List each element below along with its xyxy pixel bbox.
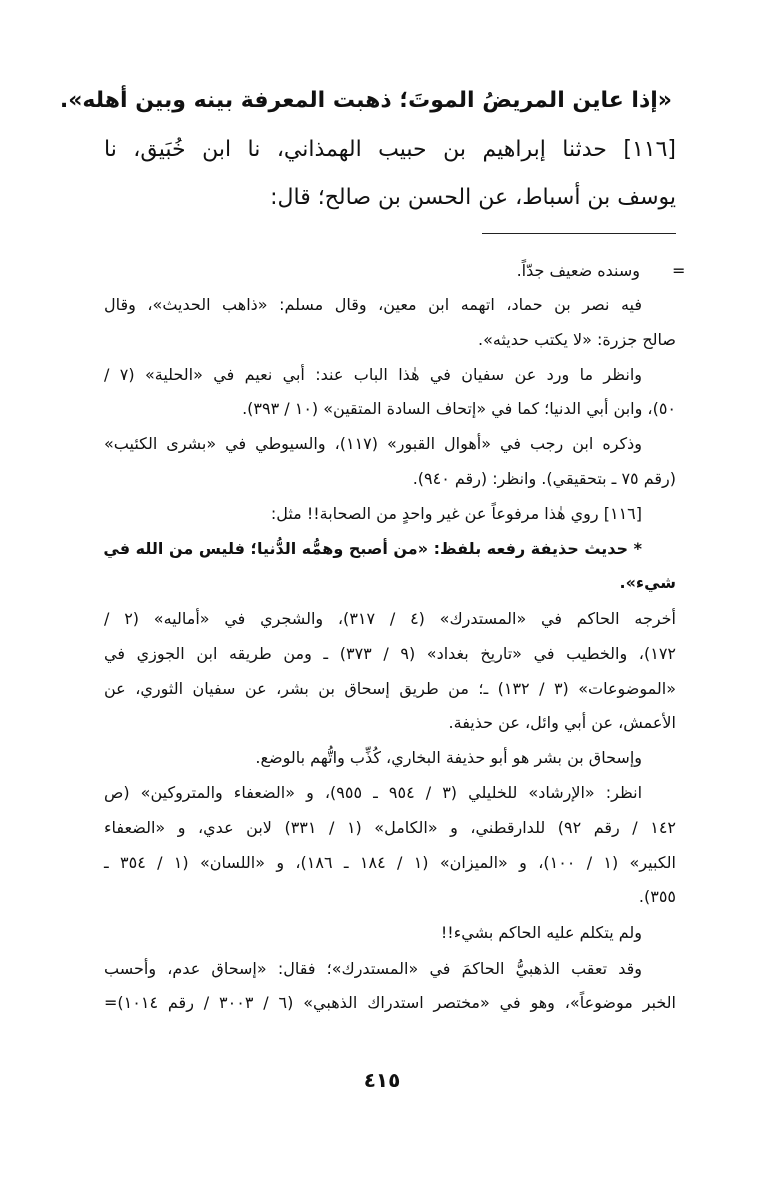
footnote-line: الأعمش، عن أبي وائل، عن حذيفة. — [448, 713, 676, 732]
footnote-line: صالح جزرة: «لا يكتب حديثه». — [478, 330, 676, 349]
footnote-line: ١٤٢ / رقم ٩٢) للدارقطني، و «الكامل» (١ / ٣٣١) لابن عدي، و «الضعفاء — [104, 818, 676, 837]
footnote-continuation-mark: = — [672, 261, 686, 280]
footnote-line: ولم يتكلم عليه الحاكم بشيء!! — [440, 923, 642, 942]
main-text-line-3: يوسف بن أسباط، عن الحسن بن صالح؛ قال: — [270, 185, 676, 210]
footnote-line: (رقم ٧٥ ـ بتحقيقي). وانظر: (رقم ٩٤٠). — [412, 469, 676, 488]
footnote-line: * حديث حذيفة رفعه بلفظ: «من أصبح وهمُّه الدُّنيا؛ فليس من الله في — [103, 539, 642, 558]
footnote-separator — [482, 233, 676, 234]
footnote-line: وذكره ابن رجب في «أهوال القبور» (١١٧)، والسيوطي في «بشرى الكئيب» — [104, 434, 642, 453]
footnote-line: [١١٦] روي هٰذا مرفوعاً عن غير واحدٍ من الصحابة!! مثل: — [270, 504, 642, 523]
footnote-line: انظر: «الإرشاد» للخليلي (٣ / ٩٥٤ ـ ٩٥٥)، و «الضعفاء والمتروكين» (ص — [104, 783, 643, 802]
main-text-line-2: [١١٦] حدثنا إبراهيم بن حبيب الهمذاني، نا ابن خُبَيق، نا — [104, 137, 676, 162]
footnote-line: الكبير» (١ / ١٠٠)، و «الميزان» (١ / ١٨٤ ـ ١٨٦)، و «اللسان» (١ / ٣٥٤ ـ — [104, 853, 676, 872]
footnote-line: وقد تعقب الذهبيُّ الحاكمَ في «المستدرك»؛ فقال: «إسحاق عدم، وأحسب — [104, 959, 642, 978]
footnote-line: وسنده ضعيف جدّاً. — [516, 261, 640, 280]
page-number: ٤١٥ — [363, 1068, 401, 1092]
footnote-line: وإسحاق بن بشر هو أبو حذيفة البخاري، كُذِّب واتُّهم بالوضع. — [255, 748, 642, 767]
footnote-line: ٥٠)، وابن أبي الدنيا؛ كما في «إتحاف السادة المتقين» (١٠ / ٣٩٣). — [242, 399, 676, 418]
footnote-line: فيه نصر بن حماد، اتهمه ابن معين، وقال مسلم: «ذاهب الحديث»، وقال — [104, 295, 642, 314]
footnote-line: ٣٥٥). — [638, 887, 676, 906]
footnote-line: شيء». — [619, 573, 676, 592]
footnote-line: ١٧٢)، والخطيب في «تاريخ بغداد» (٩ / ٣٧٣) ـ ومن طريقه ابن الجوزي في — [104, 644, 676, 663]
footnote-line: وانظر ما ورد عن سفيان في هٰذا الباب عند: أبي نعيم في «الحلية» (٧ / — [104, 365, 642, 384]
footnote-line: أخرجه الحاكم في «المستدرك» (٤ / ٣١٧)، والشجري في «أماليه» (٢ / — [104, 609, 677, 628]
footnote-line: الخبر موضوعاً»، وهو في «مختصر استدراك الذهبي» (٦ / ٣٠٠٣ / رقم ١٠١٤)= — [104, 993, 676, 1012]
footnote-line: «الموضوعات» (٣ / ١٣٢) ـ؛ من طريق إسحاق بن بشر، عن سفيان الثوري، عن — [104, 679, 677, 698]
main-text-line-1: «إذا عاين المريضُ الموتَ؛ ذهبت المعرفة بينه وبين أهله». — [59, 88, 672, 113]
